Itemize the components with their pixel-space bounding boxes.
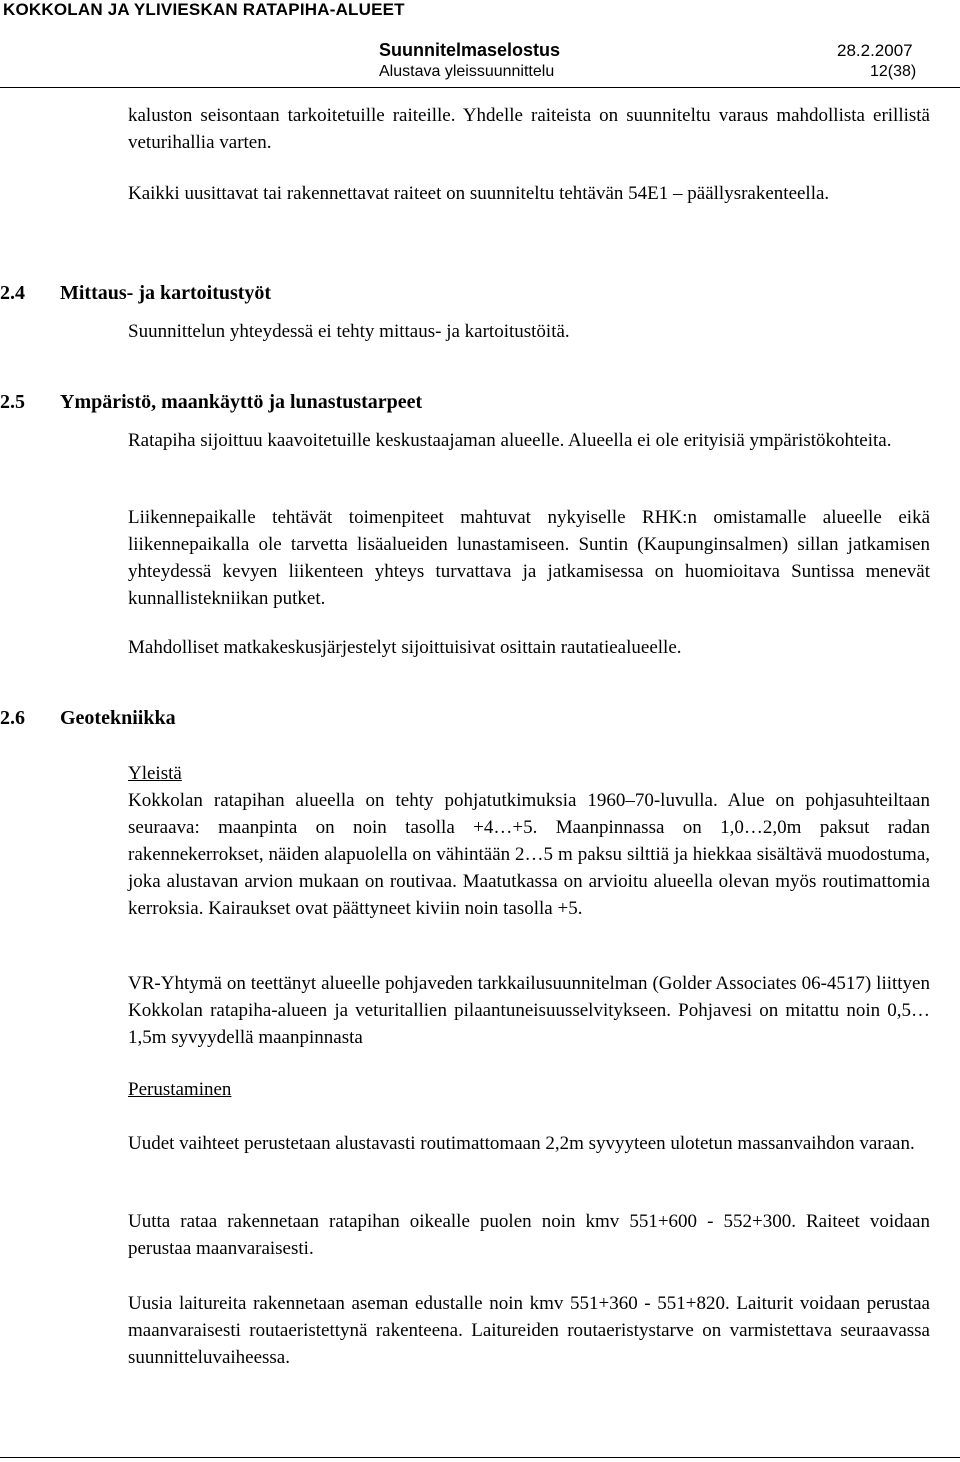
section-2-6-paragraph-2: VR-Yhtymä on teettänyt alueelle pohjaveden tarkkailusuunnitelman (Golder Associates 06-4517) liittyen Kokkolan ratapiha-alueen ja veturitallien pilaantuneisuusselvitykseen. Pohjavesi on mitattu noin 0,5…1,5m syvyydellä maanpinnasta	[128, 973, 930, 1048]
section-heading-2-5: 2.5 Ympäristö, maankäyttö ja lunastustarpeet	[0, 391, 423, 413]
section-2-5-paragraph-1: Ratapiha sijoittuu kaavoitetuille keskustaajaman alueelle. Alueella ei ole erityisiä ympäristökohteita.	[128, 430, 892, 451]
page-number: 12(38)	[870, 63, 917, 80]
footer-divider	[0, 1457, 960, 1458]
section-2-5-paragraph-3: Mahdolliset matkakeskusjärjestelyt sijoittuisivat osittain rautatiealueelle.	[128, 637, 682, 658]
header-divider	[0, 87, 960, 88]
section-2-5-paragraph-2: Liikennepaikalle tehtävät toimenpiteet mahtuvat nykyiselle RHK:n omistamalle alueelle eikä liikennepaikalla ole tarvetta lisäalueiden lunastamiseen. Suntin (Kaupunginsalmen) sillan jatkamisen yhteydessä kevyen liikenteen yhteys turvattava ja jatkamisessa on huomioitava Suntissa menevät kunnallistekniikan putket.	[128, 507, 930, 609]
section-2-6-paragraph-3: Uudet vaihteet perustetaan alustavasti routimattomaan 2,2m syvyyteen ulotetun massanvaihdon varaan.	[128, 1133, 915, 1154]
document-type: Suunnitelmaselostus	[379, 40, 561, 60]
intro-paragraph-2: Kaikki uusittavat tai rakennettavat raiteet on suunniteltu tehtävän 54E1 – päällysrakenteella.	[128, 183, 830, 204]
document-subtitle: Alustava yleissuunnittelu	[379, 63, 555, 80]
intro-paragraph-1: kaluston seisontaan tarkoitetuille raiteille. Yhdelle raiteista on suunniteltu varaus mahdollista erillistä veturihallia varten.	[128, 105, 930, 153]
section-heading-2-6: 2.6 Geotekniikka	[0, 707, 176, 729]
section-heading-2-4: 2.4 Mittaus- ja kartoitustyöt	[0, 282, 272, 304]
subheading-perustaminen: Perustaminen	[128, 1079, 232, 1100]
section-2-6-paragraph-5: Uusia laitureita rakennetaan aseman edustalle noin kmv 551+360 - 551+820. Laiturit voidaan perustaa maanvaraisesti routaeristettynä rakenteena. Laitureiden routaeristystarve on varmistettava seuraavassa suunnitteluvaiheessa.	[128, 1293, 930, 1368]
document-series-title: KOKKOLAN JA YLIVIESKAN RATAPIHA-ALUEET	[3, 0, 405, 19]
document-date: 28.2.2007	[837, 41, 913, 60]
subheading-yleista: Yleistä	[128, 763, 182, 784]
section-2-6-paragraph-4: Uutta rataa rakennetaan ratapihan oikealle puolen noin kmv 551+600 - 552+300. Raiteet voidaan perustaa maanvaraisesti.	[128, 1211, 930, 1259]
section-2-6-paragraph-1: Kokkolan ratapihan alueella on tehty pohjatutkimuksia 1960–70-luvulla. Alue on pohjasuhteiltaan seuraava: maanpinta on noin tasolla +4…+5. Maanpinnassa on 1,0…2,0m paksut radan rakennekerrokset, näiden alapuolella on vähintään 2…5 m paksu silttiä ja hiekkaa sisältävä muodostuma, joka alustavan arvion mukaan on routivaa. Maatutkassa on arvioitu alueella olevan myös routimattomia kerroksia. Kairaukset ovat päättyneet kiviin noin tasolla +5.	[128, 790, 930, 919]
section-2-4-paragraph: Suunnittelun yhteydessä ei tehty mittaus- ja kartoitustöitä.	[128, 321, 570, 342]
